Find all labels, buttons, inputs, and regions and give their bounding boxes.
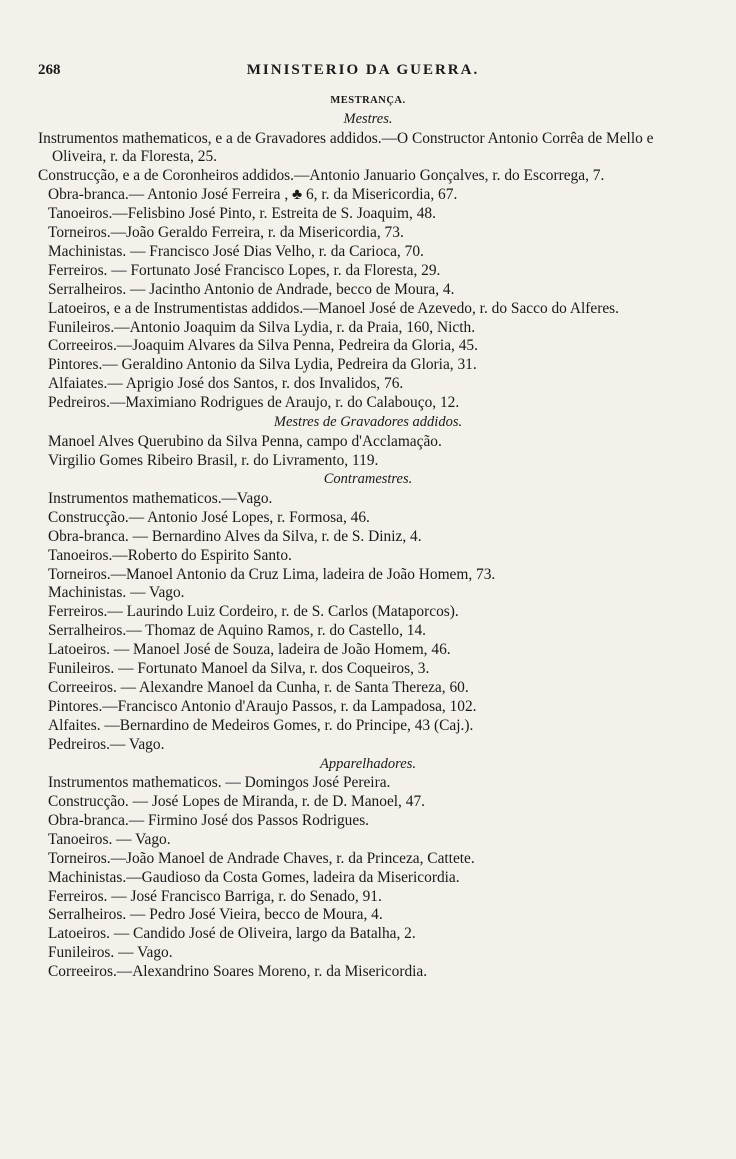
- page-number: 268: [38, 62, 61, 78]
- list-item: Virgilio Gomes Ribeiro Brasil, r. do Livramento, 119.: [48, 451, 379, 469]
- list-item: Manoel Alves Querubino da Silva Penna, campo d'Acclamação.: [48, 432, 442, 450]
- list-item: Torneiros.—João Manoel de Andrade Chaves, r. da Princeza, Cattete.: [48, 849, 475, 867]
- list-item: Latoeiros. — Manoel José de Souza, ladeira de João Homem, 46.: [48, 641, 451, 659]
- list-item: Obra-branca. — Bernardino Alves da Silva, r. de S. Diniz, 4.: [48, 527, 422, 545]
- running-title: MINISTERIO DA GUERRA.: [246, 62, 480, 78]
- list-item: Latoeiros. — Candido José de Oliveira, largo da Batalha, 2.: [48, 925, 416, 943]
- list-item: Construcção. — José Lopes de Miranda, r. de D. Manoel, 47.: [48, 793, 425, 810]
- directory-listing: [38, 92, 688, 982]
- list-item: Ferreiros. — Fortunato José Francisco Lopes, r. da Floresta, 29.: [48, 261, 441, 279]
- list-item: Torneiros.—João Geraldo Ferreira, r. da Misericordia, 73.: [48, 224, 404, 242]
- list-item: Construcção.— Antonio José Lopes, r. Formosa, 46.: [48, 508, 370, 526]
- list-item: Instrumentos mathematicos.—Vago.: [48, 489, 273, 507]
- group-heading-apparelhadores: Apparelhadores.: [320, 755, 416, 772]
- list-item: Tanoeiros.—Felisbino José Pinto, r. Estreita de S. Joaquim, 48.: [48, 205, 436, 223]
- list-item: Instrumentos mathematicos. — Domingos José Pereira.: [48, 774, 391, 792]
- list-item: Pintores.—Francisco Antonio d'Araujo Passos, r. da Lampadosa, 102.: [48, 697, 477, 715]
- list-item: Tanoeiros.—Roberto do Espirito Santo.: [48, 546, 292, 564]
- list-item: Instrumentos mathematicos, e a de Gravadores addidos.—O Constructor Antonio Corrêa de Mello e Oliveira, r. da Floresta, 25.: [38, 129, 654, 166]
- list-item: Serralheiros. — Jacintho Antonio de Andrade, becco de Moura, 4.: [48, 280, 455, 298]
- list-item: Ferreiros. — José Francisco Barriga, r. do Senado, 91.: [48, 887, 382, 905]
- list-item: Tanoeiros. — Vago.: [48, 830, 171, 848]
- list-item: Serralheiros.— Thomaz de Aquino Ramos, r. do Castello, 14.: [48, 622, 427, 640]
- list-item: Torneiros.—Manoel Antonio da Cruz Lima, ladeira de João Homem, 73.: [48, 565, 496, 583]
- list-item: Machinistas.—Gaudioso da Costa Gomes, ladeira da Misericordia.: [48, 868, 460, 886]
- list-item: Funileiros. — Vago.: [48, 944, 173, 962]
- group-heading-contramestres: Contramestres.: [323, 471, 413, 488]
- list-item: Correeiros.—Joaquim Alvares da Silva Penna, Pedreira da Gloria, 45.: [48, 337, 478, 355]
- list-item: Alfaites. —Bernardino de Medeiros Gomes, r. do Principe, 43 (Caj.).: [48, 716, 474, 734]
- group-heading-mestres: Mestres.: [343, 111, 393, 127]
- list-item: Serralheiros. — Pedro José Vieira, becco de Moura, 4.: [48, 906, 383, 924]
- list-item: Construcção, e a de Coronheiros addidos.—Antonio Januario Gonçalves, r. do Escorrega, 7.: [38, 167, 605, 185]
- list-item: Correeiros.—Alexandrino Soares Moreno, r. da Misericordia.: [48, 963, 428, 981]
- section-title: MESTRANÇA.: [330, 95, 406, 106]
- group-heading-mestres-gravadores: Mestres de Gravadores addidos.: [273, 414, 463, 431]
- list-item: Pedreiros.—Maximiano Rodrigues de Araujo, r. do Calabouço, 12.: [48, 394, 460, 412]
- list-item: Latoeiros, e a de Instrumentistas addidos.—Manoel José de Azevedo, r. do Sacco do Alferes.: [48, 299, 620, 317]
- list-item: Pintores.— Geraldino Antonio da Silva Lydia, Pedreira da Gloria, 31.: [48, 356, 477, 374]
- page-header: [38, 62, 688, 84]
- list-item: Obra-branca.— Antonio José Ferreira , ♣ 6, r. da Misericordia, 67.: [48, 186, 458, 204]
- list-item: Obra-branca.— Firmino José dos Passos Rodrigues.: [48, 811, 370, 829]
- list-item: Correeiros. — Alexandre Manoel da Cunha, r. de Santa Thereza, 60.: [48, 678, 469, 696]
- list-item: Machinistas. — Francisco José Dias Velho, r. da Carioca, 70.: [48, 242, 424, 260]
- list-item: Funileiros.—Antonio Joaquim da Silva Lydia, r. da Praia, 160, Nicth.: [48, 318, 476, 336]
- list-item: Alfaiates.— Aprigio José dos Santos, r. dos Invalidos, 76.: [48, 375, 404, 393]
- list-item: Funileiros. — Fortunato Manoel da Silva, r. dos Coqueiros, 3.: [48, 660, 430, 678]
- list-item: Ferreiros.— Laurindo Luiz Cordeiro, r. de S. Carlos (Mataporcos).: [48, 603, 459, 621]
- list-item: Machinistas. — Vago.: [48, 584, 185, 602]
- list-item: Pedreiros.— Vago.: [48, 735, 165, 753]
